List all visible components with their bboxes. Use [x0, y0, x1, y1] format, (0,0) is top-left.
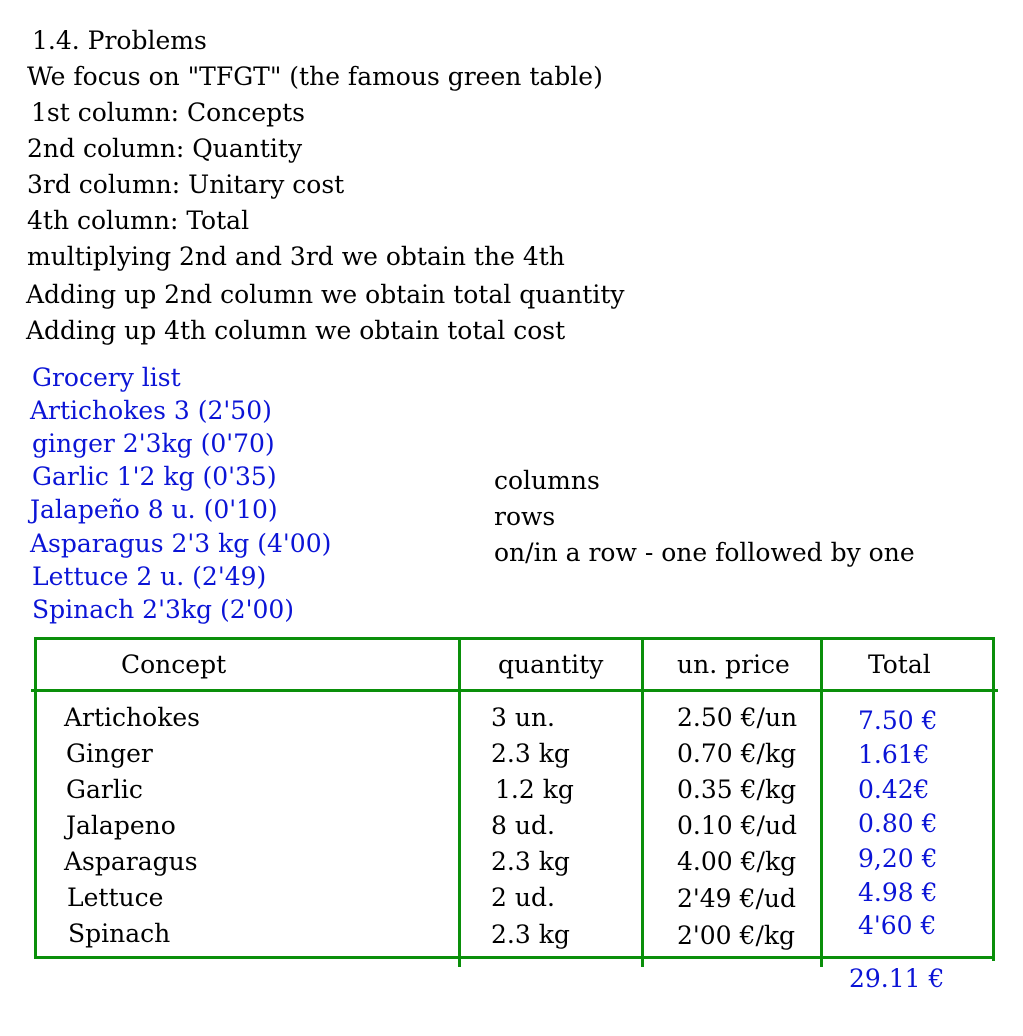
- cell-price: 2'49 €/ud: [677, 884, 796, 913]
- grocery-item: Garlic 1'2 kg (0'35): [32, 462, 277, 491]
- intro-line: 1st column: Concepts: [31, 98, 306, 127]
- table-header-concept: Concept: [121, 650, 227, 679]
- grand-total: 29.11 €: [849, 964, 945, 993]
- intro-line: Adding up 2nd column we obtain total quantity: [26, 280, 625, 309]
- vocab-item: on/in a row - one followed by one: [494, 538, 915, 567]
- cell-total: 4'60 €: [858, 911, 937, 940]
- intro-line: 3rd column: Unitary cost: [27, 170, 345, 199]
- cell-total: 0.42€: [858, 775, 930, 804]
- cell-total: 4.98 €: [858, 878, 938, 907]
- table-left-border: [34, 637, 37, 959]
- cell-concept: Jalapeno: [66, 811, 176, 840]
- vocab-item: columns: [494, 466, 600, 495]
- grocery-item: ginger 2'3kg (0'70): [32, 429, 275, 458]
- grocery-item: Asparagus 2'3 kg (4'00): [30, 529, 332, 558]
- table-column-divider: [641, 637, 644, 967]
- table-top-border: [34, 637, 995, 640]
- cell-price: 0.70 €/kg: [677, 739, 797, 768]
- cell-quantity: 3 un.: [491, 703, 556, 732]
- intro-line: multiplying 2nd and 3rd we obtain the 4th: [27, 242, 565, 271]
- table-header-quantity: quantity: [498, 650, 604, 679]
- table-right-border: [992, 637, 995, 961]
- grocery-item: Jalapeño 8 u. (0'10): [30, 495, 278, 524]
- section-heading: 1.4. Problems: [32, 26, 207, 55]
- grocery-list-title: Grocery list: [32, 363, 181, 392]
- table-header-price: un. price: [677, 650, 790, 679]
- cell-total: 9,20 €: [858, 844, 938, 873]
- cell-price: 4.00 €/kg: [677, 847, 797, 876]
- table-column-divider: [458, 637, 461, 967]
- cell-concept: Asparagus: [64, 847, 198, 876]
- cell-concept: Artichokes: [64, 703, 200, 732]
- cell-price: 0.35 €/kg: [677, 775, 797, 804]
- cell-quantity: 2.3 kg: [491, 920, 570, 949]
- cell-price: 2.50 €/un: [677, 703, 798, 732]
- grocery-item: Artichokes 3 (2'50): [30, 396, 272, 425]
- cell-concept: Garlic: [66, 775, 143, 804]
- grocery-item: Spinach 2'3kg (2'00): [32, 595, 295, 624]
- table-header-divider: [31, 689, 998, 692]
- table-column-divider: [820, 637, 823, 967]
- cell-quantity: 1.2 kg: [495, 775, 574, 804]
- vocab-item: rows: [494, 502, 556, 531]
- grocery-item: Lettuce 2 u. (2'49): [32, 562, 267, 591]
- cell-quantity: 2 ud.: [491, 883, 555, 912]
- cell-total: 7.50 €: [858, 706, 938, 735]
- cell-total: 0.80 €: [858, 809, 938, 838]
- cell-quantity: 2.3 kg: [491, 739, 570, 768]
- intro-line: Adding up 4th column we obtain total cost: [26, 316, 566, 345]
- cell-concept: Ginger: [66, 739, 153, 768]
- cell-quantity: 8 ud.: [491, 811, 555, 840]
- cell-concept: Lettuce: [67, 883, 164, 912]
- intro-line: 2nd column: Quantity: [27, 134, 303, 163]
- cell-price: 2'00 €/kg: [677, 921, 796, 950]
- cell-price: 0.10 €/ud: [677, 811, 798, 840]
- table-header-total: Total: [868, 650, 931, 679]
- intro-line: We focus on "TFGT" (the famous green table): [27, 62, 603, 91]
- cell-quantity: 2.3 kg: [491, 847, 570, 876]
- cell-total: 1.61€: [858, 740, 930, 769]
- intro-line: 4th column: Total: [27, 206, 250, 235]
- table-bottom-border: [35, 956, 995, 959]
- cell-concept: Spinach: [68, 919, 171, 948]
